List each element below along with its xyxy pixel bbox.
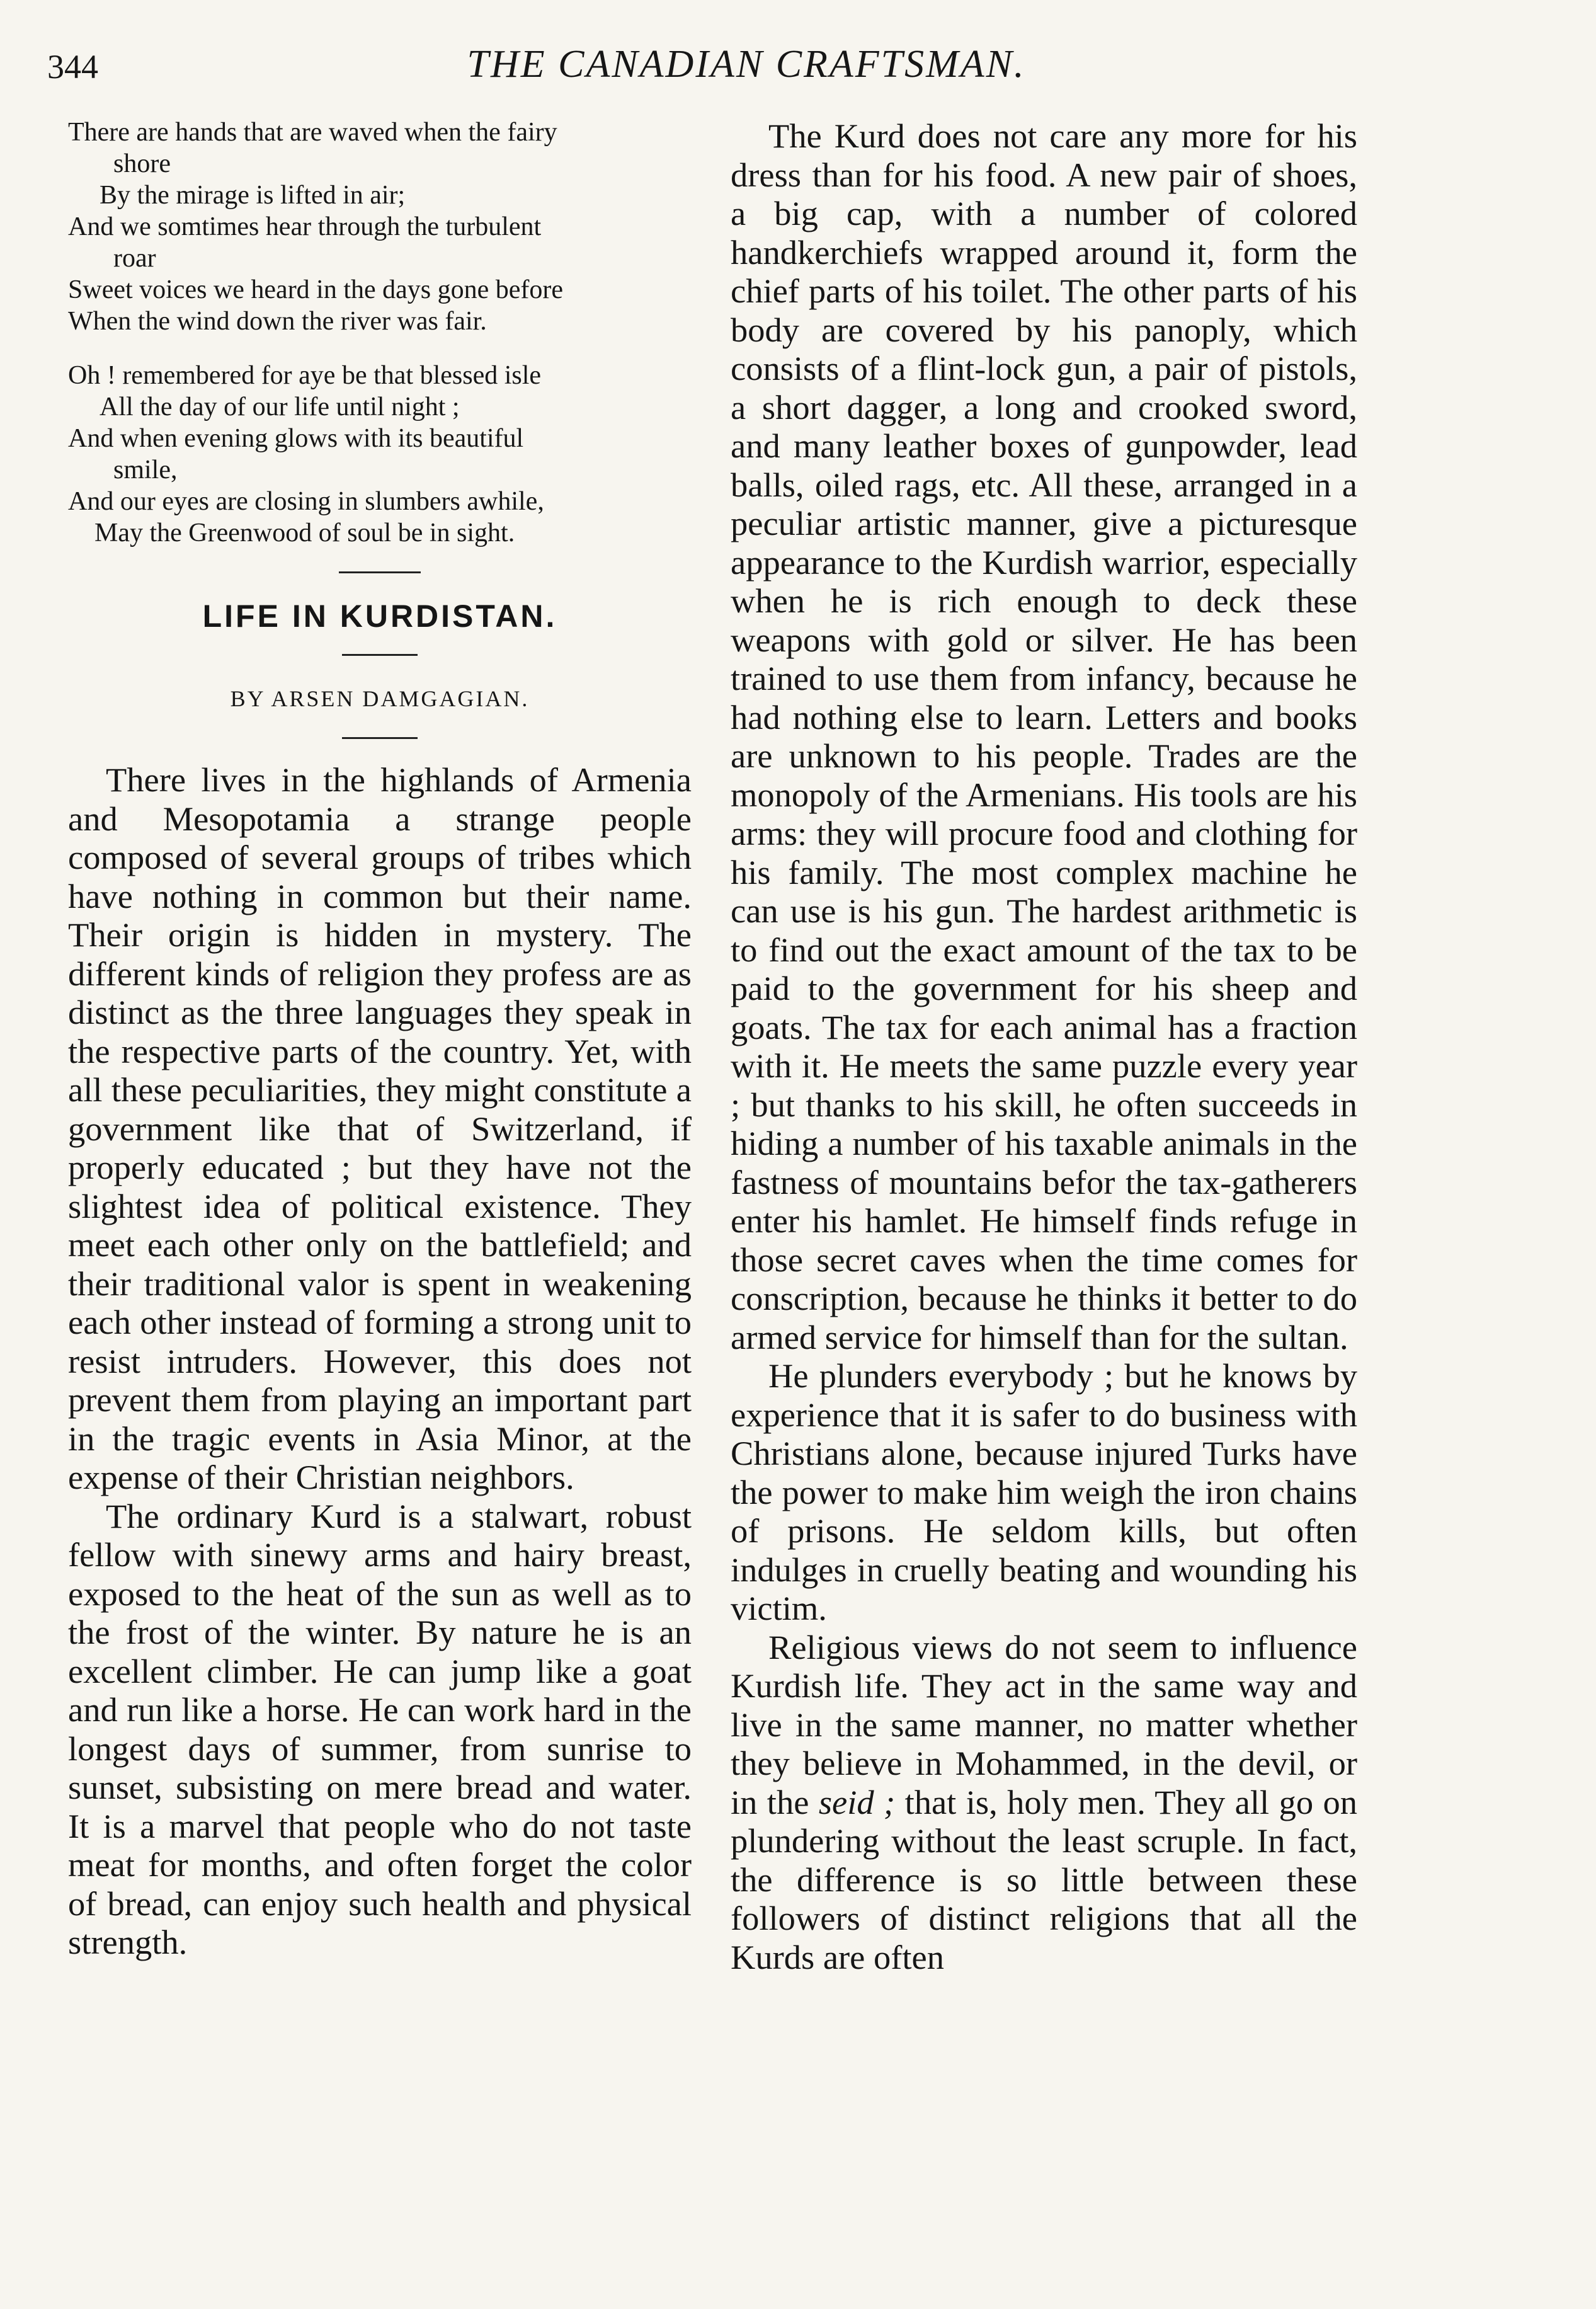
article-paragraph: The ordinary Kurd is a stalwart, robust fellow with sinewy arms and hairy breast, exposed to the heat of the sun as well as to the frost of the winter. By nature he is an excellent climber. He can jump like a goat and run like a horse. He can work hard in the longest days of summer, from sunrise to sunset, subsisting on mere bread and water. It is a marvel that people who do not taste meat for months, and often forget the color of bread, can enjoy such health and physical strength. <box>68 1496 692 1961</box>
article-paragraph: There lives in the highlands of Armenia and Mesopotamia a strange people composed of several groups of tribes which have nothing in common but their name. Their origin is hidden in mystery. The different kinds of religion they profess are as distinct as the three languages they speak in the respective parts of the country. Yet, with all these peculiarities, they might constitute a government like that of Switzerland, if properly educated ; but they have not the slightest idea of political existence. They meet each other only on the battlefield; and their traditional valor is spent in weakening each other instead of forming a strong unit to resist intruders. However, this does not prevent them from playing an important part in the tragic events in Asia Minor, at the expense of their Christian neighbors. <box>68 760 692 1496</box>
poem-line: By the mirage is lifted in air; <box>100 181 406 210</box>
poem-line: May the Greenwood of soul be in sight. <box>94 519 515 547</box>
poem <box>68 117 692 549</box>
poem-line: Oh ! remembered for aye be that blessed isle <box>68 361 542 390</box>
paragraph-text: Religious views do not seem to influence Kurdish life. They act in the same way and live in the same manner, no matter whether they believe in Mohammed, in the devil, or in the <box>731 1627 1357 1821</box>
poem-stanza <box>68 117 692 337</box>
divider <box>342 737 418 739</box>
right-column <box>731 117 1357 1976</box>
poem-line: roar <box>113 244 156 273</box>
divider <box>339 571 421 573</box>
page-number: 344 <box>47 48 98 86</box>
divider <box>342 654 418 656</box>
poem-line: All the day of our life until night ; <box>100 392 460 421</box>
article-byline: BY ARSEN DAMGAGIAN. <box>230 685 530 711</box>
article-paragraph: He plunders everybody ; but he knows by experience that it is safer to do business with Christians alone, because injured Turks have the power to make him weigh the iron chains of prisons. He seldom kills, but often indulges in cruelly beating and wounding his victim. <box>731 1356 1357 1627</box>
running-title: THE CANADIAN CRAFTSMAN. <box>467 43 1026 86</box>
poem-line: When the wind down the river was fair. <box>68 307 487 336</box>
poem-line: And our eyes are closing in slumbers awhile, <box>68 487 544 516</box>
paragraph-text: that is, holy men. They all go on plundering without the least scruple. In fact, the difference is so little between these followers of distinct religions that all the Kurds are often <box>731 1782 1357 1976</box>
poem-line: smile, <box>113 455 178 484</box>
poem-line: Sweet voices we heard in the days gone before <box>68 275 564 304</box>
article-title: LIFE IN KURDISTAN. <box>202 599 557 634</box>
poem-line: shore <box>113 149 171 178</box>
italic-term: seid ; <box>818 1782 896 1821</box>
page-header <box>47 35 1332 91</box>
poem-line: And when evening glows with its beautiful <box>68 424 524 453</box>
poem-line: And we somtimes hear through the turbulent <box>68 212 542 241</box>
poem-line: There are hands that are waved when the fairy <box>68 118 557 147</box>
article-paragraph <box>731 1628 1357 1977</box>
left-column <box>68 117 692 1962</box>
poem-stanza <box>68 360 692 549</box>
article-paragraph: The Kurd does not care any more for his dress than for his food. A new pair of shoes, a big cap, with a number of colored handkerchiefs wrapped around it, form the chief parts of his toilet. The other parts of his body are covered by his panoply, which consists of a flint-lock gun, a pair of pistols, a short dagger, a long and crooked sword, and many leather boxes of gunpowder, lead balls, oiled rags, etc. All these, arranged in a peculiar artistic manner, give a picturesque appearance to the Kurdish warrior, especially when he is rich enough to deck these weapons with gold or silver. He has been trained to use them from infancy, because he had nothing else to learn. Letters and books are unknown to his people. Trades are the monopoly of the Armenians. His tools are his arms: they will procure food and clothing for his family. The most complex machine he can use is his gun. The hardest arithmetic is to find out the exact amount of the tax to be paid to the government for his sheep and goats. The tax for each animal has a fraction with it. He meets the same puzzle every year ; but thanks to his skill, he often succeeds in hiding a number of his taxable animals in the fastness of mountains befor the tax-gatherers enter his hamlet. He himself finds refuge in those secret caves when the time comes for conscription, because he thinks it better to do armed service for himself than for the sultan. <box>731 117 1357 1356</box>
